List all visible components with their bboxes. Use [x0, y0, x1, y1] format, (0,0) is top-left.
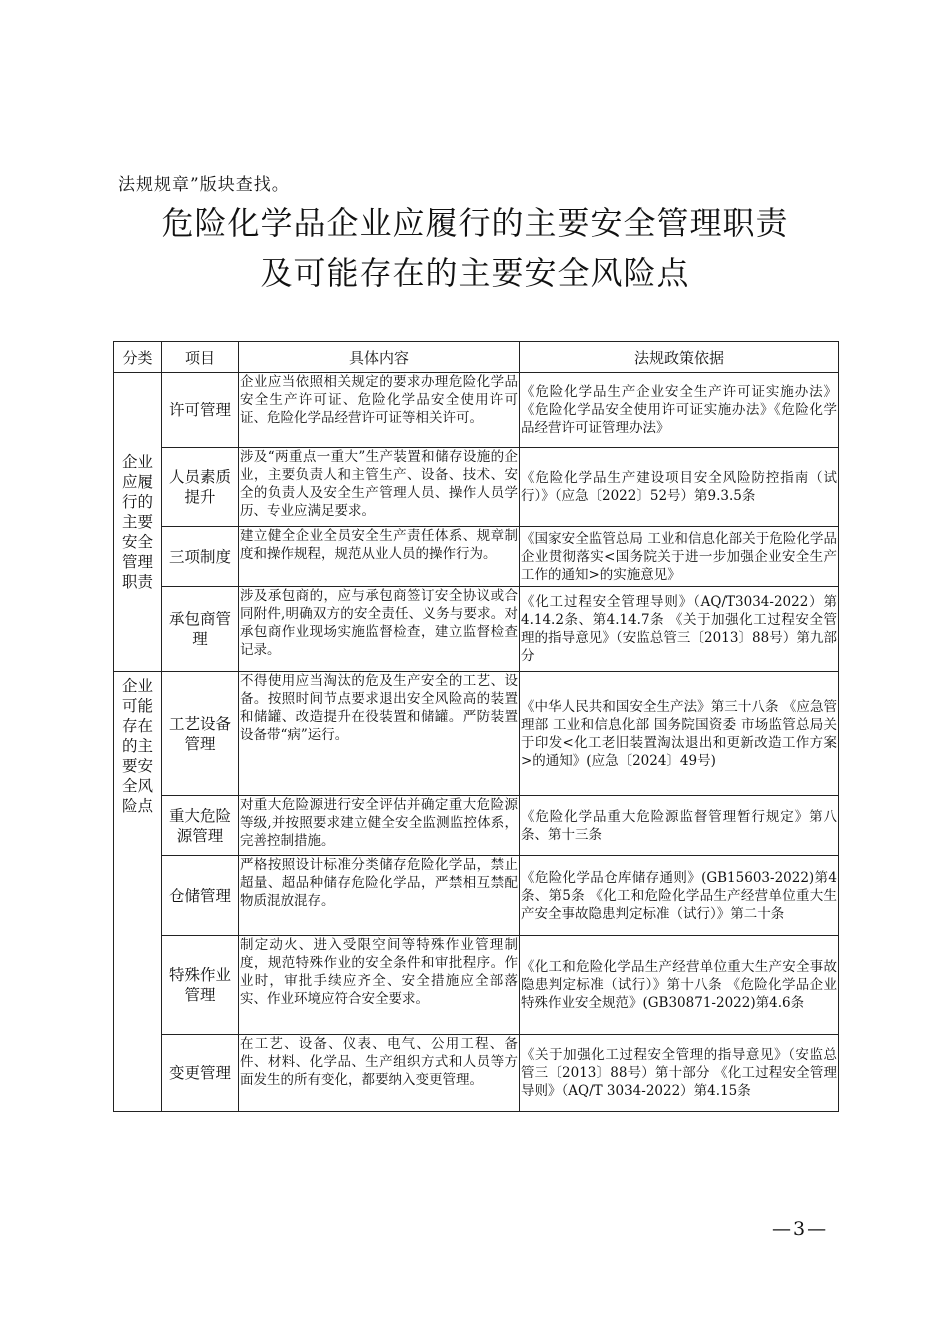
content-cell: 涉及承包商的，应与承包商签订安全协议或合同附件,明确双方的安全责任、义务与要求。对承包商作业现场实施监督检查，建立监督检查记录。	[239, 587, 520, 672]
header-law: 法规政策依据	[520, 342, 839, 373]
table-row	[114, 448, 839, 527]
page-title-line-2: 及可能存在的主要安全风险点	[260, 254, 690, 292]
table-header-row	[114, 342, 839, 373]
item-cell: 变更管理	[162, 1035, 239, 1112]
law-cell: 《危险化学品生产建设项目安全风险防控指南（试行）》（应急〔2022〕52号）第9.3.5条	[520, 448, 839, 527]
content-cell: 不得使用应当淘汰的危及生产安全的工艺、设备。按照时间节点要求退出安全风险高的装置和储罐、改造提升在役装置和储罐。严防装置设备带“病”运行。	[239, 672, 520, 796]
item-cell: 特殊作业管理	[162, 936, 239, 1035]
header-category: 分类	[114, 342, 162, 373]
item-cell: 承包商管理	[162, 587, 239, 672]
item-cell: 仓储管理	[162, 856, 239, 936]
law-cell: 《危险化学品重大危险源监督管理暂行规定》第八条、第十三条	[520, 796, 839, 856]
table-row	[114, 672, 839, 796]
content-cell: 严格按照设计标准分类储存危险化学品，禁止超量、超品种储存危险化学品，严禁相互禁配物质混放混存。	[239, 856, 520, 936]
law-cell: 《化工过程安全管理导则》（AQ/T3034-2022）第4.14.2条、第4.14.7条 《关于加强化工过程安全管理的指导意见》（安监总管三〔2013〕88号）第九部分	[520, 587, 839, 672]
item-cell: 许可管理	[162, 373, 239, 448]
table-row	[114, 1035, 839, 1112]
content-cell: 企业应当依照相关规定的要求办理危险化学品安全生产许可证、危险化学品安全使用许可证、危险化学品经营许可证等相关许可。	[239, 373, 520, 448]
lead-text: 法规规章”版块查找。	[118, 175, 290, 195]
law-cell: 《关于加强化工过程安全管理的指导意见》（安监总管三〔2013〕88号）第十部分 《化工过程安全管理导则》（AQ/T 3034-2022）第4.15条	[520, 1035, 839, 1112]
law-cell: 《国家安全监管总局 工业和信息化部关于危险化学品企业贯彻落实<国务院关于进一步加强企业安全生产工作的通知>的实施意见》	[520, 527, 839, 587]
content-cell: 制定动火、进入受限空间等特殊作业管理制度，规范特殊作业的安全条件和审批程序。作业时，审批手续应齐全、安全措施应全部落实、作业环境应符合安全要求。	[239, 936, 520, 1035]
page-title-line-1: 危险化学品企业应履行的主要安全管理职责	[161, 204, 789, 242]
category-cell-responsibilities: 企业应履行的主要安全管理职责	[114, 373, 162, 672]
table-row	[114, 936, 839, 1035]
content-cell: 对重大危险源进行安全评估并确定重大危险源等级,并按照要求建立健全安全监测监控体系，完善控制措施。	[239, 796, 520, 856]
table-row	[114, 587, 839, 672]
table-row	[114, 796, 839, 856]
law-cell: 《危险化学品仓库储存通则》(GB15603-2022)第4条、第5条 《化工和危险化学品生产经营单位重大生产安全事故隐患判定标准（试行）》第二十条	[520, 856, 839, 936]
item-cell: 工艺设备管理	[162, 672, 239, 796]
item-cell: 重大危险源管理	[162, 796, 239, 856]
page-number: —3—	[772, 1218, 829, 1240]
law-cell: 《中华人民共和国安全生产法》第三十八条 《应急管理部 工业和信息化部 国务院国资委 市场监管总局关于印发<化工老旧装置淘汰退出和更新改造工作方案>的通知》(应急〔2024〕49号)	[520, 672, 839, 796]
law-cell: 《危险化学品生产企业安全生产许可证实施办法》《危险化学品安全使用许可证实施办法》《危险化学品经营许可证管理办法》	[520, 373, 839, 448]
category-cell-risk-points: 企业可能存在的主要安全风险点	[114, 672, 162, 1112]
content-cell: 建立健全企业全员安全生产责任体系、规章制度和操作规程，规范从业人员的操作行为。	[239, 527, 520, 587]
table-row	[114, 856, 839, 936]
content-cell: 在工艺、设备、仪表、电气、公用工程、备件、材料、化学品、生产组织方式和人员等方面发生的所有变化，都要纳入变更管理。	[239, 1035, 520, 1112]
item-cell: 三项制度	[162, 527, 239, 587]
item-cell: 人员素质提升	[162, 448, 239, 527]
content-cell: 涉及“两重点一重大”生产装置和储存设施的企业，主要负责人和主管生产、设备、技术、安全的负责人及安全生产管理人员、操作人员学历、专业应满足要求。	[239, 448, 520, 527]
table-row	[114, 373, 839, 448]
header-item: 项目	[162, 342, 239, 373]
responsibility-table	[113, 341, 839, 1112]
header-content: 具体内容	[239, 342, 520, 373]
law-cell: 《化工和危险化学品生产经营单位重大生产安全事故隐患判定标准（试行）》第十八条 《危险化学品企业特殊作业安全规范》(GB30871-2022)第4.6条	[520, 936, 839, 1035]
table-row	[114, 527, 839, 587]
